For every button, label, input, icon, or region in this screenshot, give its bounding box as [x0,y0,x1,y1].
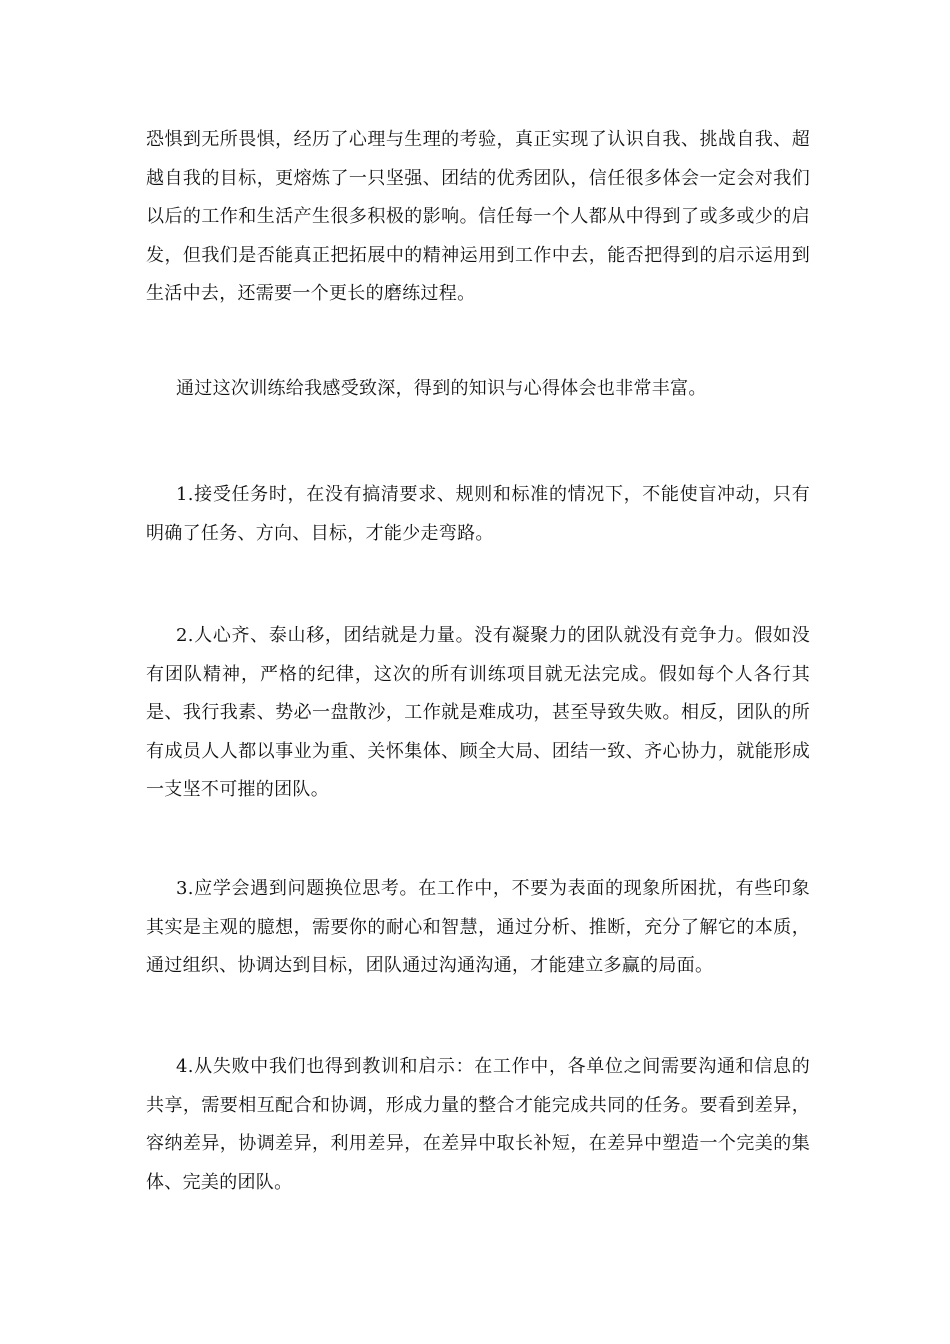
paragraph-continuation: 恐惧到无所畏惧，经历了心理与生理的考验，真正实现了认识自我、挑战自我、超越自我的目标，更熔炼了一只坚强、团结的优秀团队，信任很多体会一定会对我们以后的工作和生活产生很多积极的影响。信任每一个人都从中得到了或多或少的启发，但我们是否能真正把拓展中的精神运用到工作中去，能否把得到的启示运用到生活中去，还需要一个更长的磨练过程。 [146,129,810,304]
paragraph-point-1: 1.接受任务时，在没有搞清要求、规则和标准的情况下，不能使盲冲动，只有明确了任务、方向、目标，才能少走弯路。 [146,484,810,544]
paragraph-point-2: 2.人心齐、泰山移，团结就是力量。没有凝聚力的团队就没有竞争力。假如没有团队精神，严格的纪律，这次的所有训练项目就无法完成。假如每个人各行其是、我行我素、势必一盘散沙，工作就是难成功，甚至导致失败。相反，团队的所有成员人人都以事业为重、关怀集体、顾全大局、团结一致、齐心协力，就能形成一支坚不可摧的团队。 [146,625,810,800]
paragraph-point-3: 3.应学会遇到问题换位思考。在工作中，不要为表面的现象所困扰，有些印象其实是主观的臆想，需要你的耐心和智慧，通过分析、推断，充分了解它的本质，通过组织、协调达到目标，团队通过沟通沟通，才能建立多赢的局面。 [146,878,810,976]
paragraph-point-4: 4.从失败中我们也得到教训和启示：在工作中，各单位之间需要沟通和信息的共享，需要相互配合和协调，形成力量的整合才能完成共同的任务。要看到差异，容纳差异，协调差异，利用差异，在差异中取长补短，在差异中塑造一个完美的集体、完美的团队。 [146,1056,810,1193]
paragraph-intro: 通过这次训练给我感受致深，得到的知识与心得体会也非常丰富。 [176,378,707,399]
